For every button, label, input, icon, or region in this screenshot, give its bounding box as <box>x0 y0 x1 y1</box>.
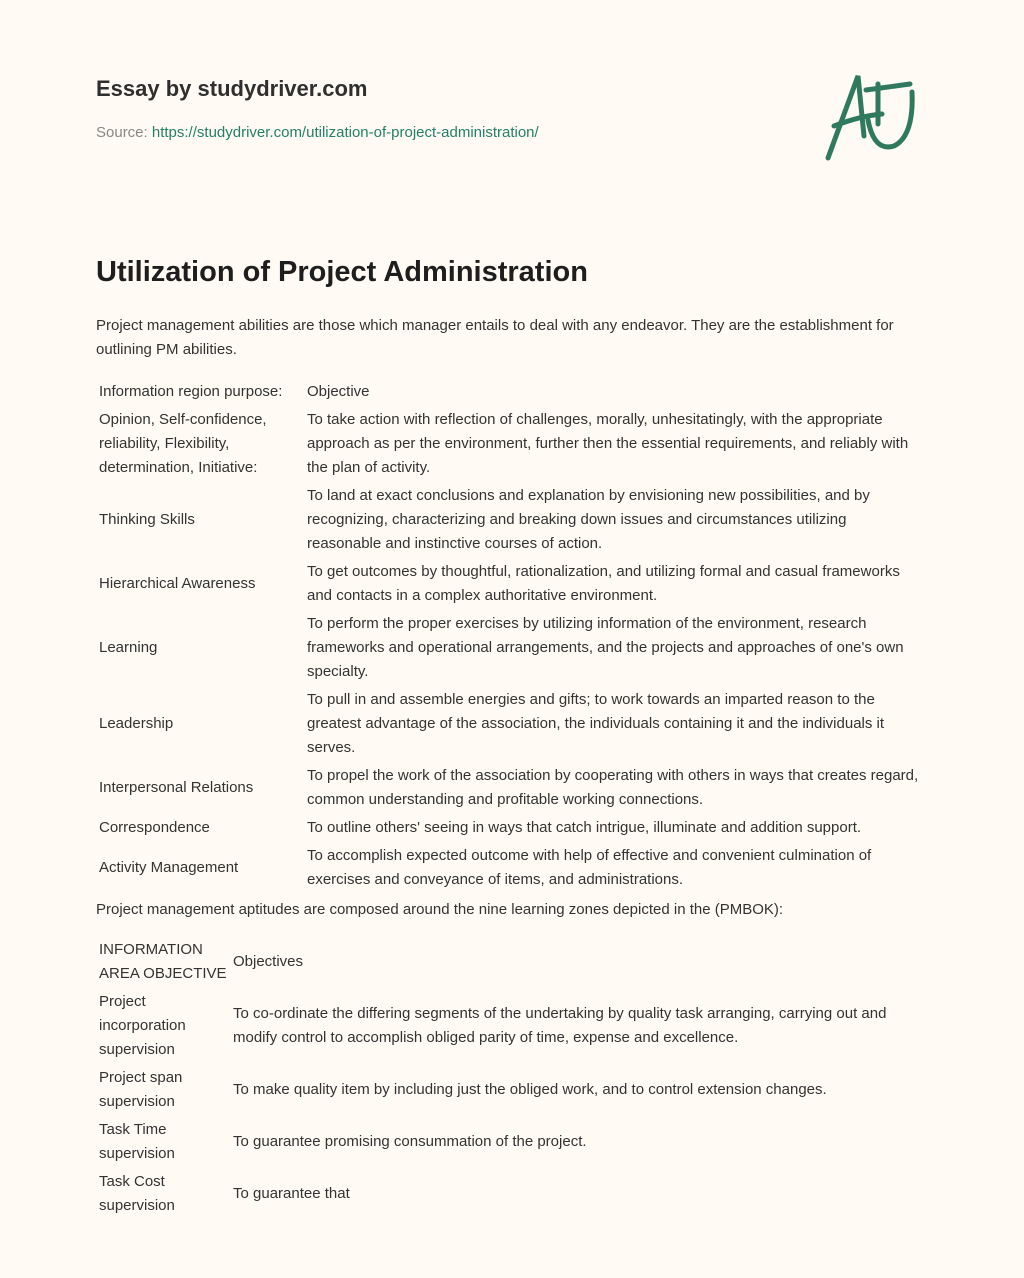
row-label: Thinking Skills <box>99 511 195 528</box>
row-label: Project span supervision <box>99 1069 183 1110</box>
row-label: Hierarchical Awareness <box>99 575 256 592</box>
table-row <box>96 686 926 762</box>
table-row <box>96 814 926 842</box>
table-row <box>96 1116 926 1168</box>
intro-paragraph: Project management abilities are those which manager entails to deal with any endeavor. They are the establishment for outlining PM abilities. <box>96 317 894 358</box>
row-value: To perform the proper exercises by utilizing information of the environment, research frameworks and operational arrangements, and the projects and approaches of one's own specialty. <box>307 615 904 680</box>
row-value: To propel the work of the association by cooperating with others in ways that creates regard, common understanding and profitable working connections. <box>307 767 919 808</box>
row-value: To accomplish expected outcome with help of effective and convenient culmination of exercises and conveyance of items, and administrations. <box>307 847 872 888</box>
table-row <box>96 842 926 894</box>
row-value: To co-ordinate the differing segments of the undertaking by quality task arranging, carrying out and modify control to accomplish obliged parity of time, expense and excellence. <box>233 1005 887 1046</box>
row-label: Opinion, Self-confidence, reliability, Flexibility, determination, Initiative: <box>99 411 267 476</box>
row-label: Activity Management <box>99 859 239 876</box>
skills-table <box>96 378 926 894</box>
table-row <box>96 1064 926 1116</box>
row-value: To pull in and assemble energies and gifts; to work towards an imparted reason to the greatest advantage of the association, the individuals containing it and the individuals it serves. <box>307 691 885 756</box>
row-value: To guarantee that <box>233 1185 350 1202</box>
page-title: Utilization of Project Administration <box>96 256 588 288</box>
table-row <box>96 378 926 406</box>
pmbok-paragraph: Project management aptitudes are composed around the nine learning zones depicted in the (PMBOK): <box>96 901 784 918</box>
row-label: Learning <box>99 639 158 656</box>
table-row <box>96 1168 926 1220</box>
a-plus-logo-icon <box>820 66 930 166</box>
row-value: To make quality item by including just the obliged work, and to control extension changes. <box>233 1081 827 1098</box>
row-value: Objective <box>307 383 370 400</box>
row-label: Leadership <box>99 715 174 732</box>
row-label: Information region purpose: <box>99 383 283 400</box>
table-row <box>96 558 926 610</box>
table-row <box>96 610 926 686</box>
source-link[interactable]: https://studydriver.com/utilization-of-project-administration/ <box>151 124 539 141</box>
essay-body <box>96 314 926 1224</box>
table-row <box>96 762 926 814</box>
brand-title: Essay by studydriver.com <box>96 76 368 101</box>
row-value: To guarantee promising consummation of the project. <box>233 1133 587 1150</box>
table-row <box>96 936 926 988</box>
source-label: Source: <box>96 124 148 141</box>
row-value: To outline others' seeing in ways that catch intrigue, illuminate and addition support. <box>307 819 862 836</box>
table-row <box>96 988 926 1064</box>
knowledge-areas-table <box>96 936 926 1220</box>
row-value: To get outcomes by thoughtful, rationalization, and utilizing formal and casual frameworks and contacts in a complex authoritative environment. <box>307 563 900 604</box>
row-value: Objectives <box>233 953 304 970</box>
row-label: INFORMATION AREA OBJECTIVE <box>99 941 227 982</box>
table-row <box>96 406 926 482</box>
table-row <box>96 482 926 558</box>
source-line <box>96 124 539 141</box>
row-label: Project incorporation supervision <box>99 993 186 1058</box>
row-label: Interpersonal Relations <box>99 779 254 796</box>
row-label: Task Cost supervision <box>99 1173 175 1214</box>
row-value: To take action with reflection of challenges, morally, unhesitatingly, with the appropriate approach as per the environment, further then the essential requirements, and reliably with the plan of activity. <box>307 411 909 476</box>
row-label: Task Time supervision <box>99 1121 175 1162</box>
row-value: To land at exact conclusions and explanation by envisioning new possibilities, and by recognizing, characterizing and breaking down issues and circumstances utilizing reasonable and instinctive courses of action. <box>307 487 870 552</box>
row-label: Correspondence <box>99 819 210 836</box>
